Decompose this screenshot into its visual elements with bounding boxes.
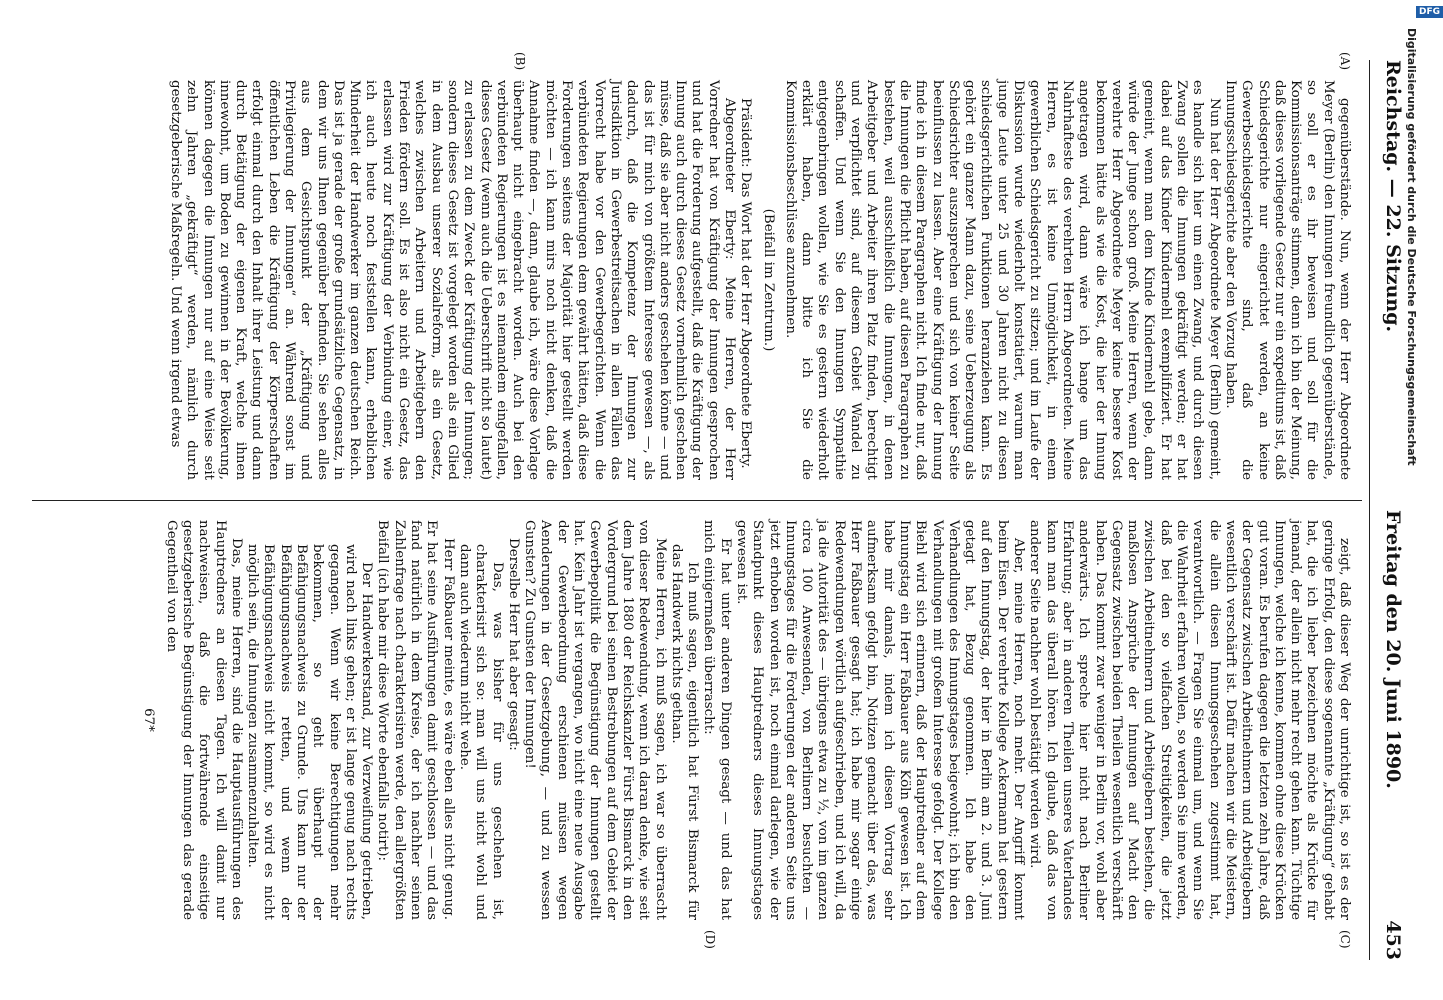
paragraph: Aber, meine Herren, noch mehr. Der Angriff kommt beim Eisen. Der verehrte Kollege Ackermann hat gestern auf den Innungstag, der hier in Berlin am 2. und 3. Juni getagt hat, Bezug genommen. Ich habe den Verhandlungen des Innungstages beigewohnt; ich bin den Verhandlungen mit großem Interesse gefolgt. Der Kollege Biehl wird sich erinnern, daß der Hauptredner auf dem Innungstag ein Herr Faßbauer aus Köln gewesen ist. Ich habe mir damals, indem ich diesen Vortrag sehr aufmerksam gefolgt bin, Notizen gemacht über das, was Herr Faßbauer gesagt hat; ich habe mir sogar einige Redewendungen wörtlich aufgeschrieben, und ich will, da ja die Autorität des — übrigens etwa zu ½, von im ganzen circa 100 Anwesenden, von Berlinern besuchten — Innungstages für die Forderungen der anderen Seite uns jetzt erhoben worden ist, noch einmal darlegen, wie der Standpunkt dieses Hauptredners dieses Innungstages gewesen ist. <box>734 520 1027 920</box>
quote: Das, was bisher für uns geschehen ist, charakterisirt sich so: man will uns nicht wohl und dann auch wiederum nicht wehe. <box>456 544 505 920</box>
marker-a: (A) <box>1338 52 1352 71</box>
marker-c: (C) <box>1338 930 1352 949</box>
dfg-logo: DFG <box>1416 6 1443 18</box>
paragraph: Nun hat der Herr Abgeordnete Meyer (Berlin) gemeint, es handle sich hier um einen Zwang, und durch diesen Zwang sollen die Innungen gekräftigt werden; er hat dabei auf das Kinder Kindermehl exemplifiziert. Er hat gemeint, wenn man dem Kinde Kindermehl gebe, dann würde der Junge schon groß. Meine Herren, wenn der verehrte Herr Abgeordnete Meyer keine bessere Kost bekommen hätte als wie die Kost, die hier der Innung angetragen wird, dann wäre ich bange um das Nahrhafteste des verehrten Herrn Abgeordneten. Meine Herren, es ist keine Unmöglichkeit, in einem gewerblichen Schiedsgericht zu sitzen; und im Laufe der Diskussion wurde wiederholt konstatiert, warum man junge Leute unter 25 und 30 Jahren nicht zu diesen schiedsgerichtlichen Funktionen heranziehen kann. Es gehört ein ganzer Mann dazu, seine Ueberzeugung als Schiedsrichter auszusprechen und sich von keiner Seite beeinflussen zu lassen. Aber eine Kräftigung der Innung finde ich in diesem Paragraphen nicht. Ich finde nur, daß die Innungen die Pflicht haben, auf diesen Paragraphen zu bestehen, weil ausschließlich die Innungen, in denen Arbeitgeber und Arbeiter ihren Platz finden, berechtigt und verpflichtet sind, auf diesem Gebiet Wandel zu schaffen. Und wenn Sie den Innungen Sympathie entgegenbringen wollen, wie Sie es gestern wiederholt erklärt haben, dann bitte ich Sie die Kommissionsbeschlüsse anzunehmen. <box>782 80 1222 480</box>
paragraph: Herr Faßbauer meinte, es wäre eben alles nicht genug. Er hat seine Ausführungen damit geschlossen — und das fand natürlich in dem Kreise, der ich nachher seinen Zahlenfrage nach charakterisiren werde, den allergrößten Beifall (ich habe mir diese Worte ebenfalls notirt): <box>375 520 456 920</box>
paragraph: Er hat unter anderen Dingen gesagt — und das hat mich einigermaßen überrascht: <box>701 520 733 920</box>
header-date: Freitag den 20. Juni 1890. <box>1382 510 1404 789</box>
quote: Der Handwerkerstand, zur Verzweiflung getrieben, wird nach links gehen; er ist lange genug nach rechts gegangen. Wenn wir keine Berechtigungen mehr bekommen, so geht überhaupt der Befähigungsnachweis zu Grunde. Uns kann nur der Befähigungsnachweis retten, und wenn der Befähigungsnachweis nicht kommt, so wird es nicht möglich sein, die Innungen zusammenzuhalten. <box>245 544 375 920</box>
left-column <box>167 80 1352 480</box>
header-left: Reichstag. — 22. Sitzung. <box>1382 60 1404 333</box>
paragraph: zeigt, daß dieser Weg der unrichtige ist, so ist es der geringe Erfolg, den diese sogenannte „Kräftigung“ gehabt hat, die ich lieber bezeichnen möchte als Krücke für jemand, der allein nicht mehr recht gehen kann. Tüchtige Innungen, welche ich kenne, kommen ohne diese Krücken gut voran. Es berufen dagegen die letzten zehn Jahre, daß der Gegensatz zwischen Arbeitnehmern und Arbeitgebern wesentlich verschärft ist. Dafür machen wir die Meistern, die allein diesen Innungsgeschehen zugestimmt hat, verantwortlich. — Fragen Sie einmal um, und wenn Sie die Wahrheit erfahren wollen, so werden Sie inne werden, daß bei den so vielfachen Streitigkeiten, die jetzt zwischen Arbeitnehmern und Arbeitgebern bestehen, die maßlosen Ansprüche der Innungen auf Macht den Gegensatz zwischen beiden Theilen wesentlich verschärft haben. Das kommt zwar weniger in Berlin vor, wohl aber anderwärts. Ich spreche hier nicht nach Berliner Erfahrung; aber in anderen Theilen unseres Vaterlandes kann man das überall hören. Ich glaube, daß das von anderer Seite nachher wohl bestätigt werden wird. <box>1027 520 1352 920</box>
dfg-notice: Digitalisierung gefördert durch die Deutsche Forschungsgemeinschaft <box>1405 28 1418 466</box>
quote: Ich muß sagen, eigentlich hat Fürst Bismarck für das Handwerk nichts gethan. <box>668 544 701 920</box>
paragraph: gegenüberstände. Nun, wenn der Herr Abgeordnete Meyer (Berlin) den Innungen freundlich gegenüberstände, so soll er es ihr beweisen und soll für die Kommissionsanträge stimmen, denn ich bin der Meinung, daß dieses vorliegende Gesetz nur ein expeditums ist, daß Schiedsgerichte nur eingerichtet werden, an keine Gewerbeschiedsgerichte sind, daß die Innungsschiedsgerichte aber den Vorzug haben. <box>1222 80 1352 480</box>
marker-d: (D) <box>703 930 717 949</box>
paragraph: Abgeordneter Eberty: Meine Herren, der Herr Vorredner hat von Kräftigung der Innungen gesprochen und hat die Forderung aufgestellt, daß die Kräftigung der Innung auch durch dieses Gesetz vornehmlich geschehen müsse, daß sie aber nicht anders geschehen könne — und das ist für mich von größtem Interesse gewesen —, als dadurch, daß die Kompetenz der Innungen zur Jurisdiktion in Gewerbestreitsachen in allen Fällen das Vorrecht habe vor den Gewerbegerichten. Wenn die verbündeten Regierungen dem gewährt hätten, daß diese Forderungen seitens der Majorität hier gestellt werden möchten — ich kann mirs noch nicht denken, daß die Annahme finden —, dann, glaube ich, wäre diese Vorlage überhaupt nicht eingebracht worden. Auch bei den verbündeten Regierungen ist es niemandem eingefallen, dieses Gesetz (wenn auch die Ueberschrift nicht so lautet) zu erlassen zu dem Zweck der Kräftigung der Innungen; sondern dieses Gesetz ist vorgelegt worden als ein Glied in dem Ausbau unserer Sozialreform, als ein Gesetz, welches zwischen Arbeitern und Arbeitgebern den Frieden fördern soll. Es ist also nicht ein Gesetz, das erlassen wird zur Kräftigung der Verbindung einer, wie ich auch heute noch feststellen kann, erheblichen Minderheit der Handwerker im ganzen deutschen Reich. Das ist ja gerade der große grundsätzliche Gegensatz, in dem wir uns Ihnen gegenüber befinden. Sie sehen alles aus dem Gesichtspunkt der „Kräftigung und Privilegierung der Innungen“ an. Während sonst im öffentlichen Leben die Kräftigung der Körperschaften erfolgt einmal durch den Inhalt ihrer Leistung und dann durch Betätigung der eigenen Kraft, welche ihnen innewohnt, um Boden zu gewinnen in der Bevölkerung, können dagegen die Innungen nur auf eine Weise seit zehn Jahren „gekräftigt“ werden, nämlich durch gesetzgeberische Maßregeln. Und wenn irgend etwas <box>167 80 738 480</box>
applause-note: (Beifall im Zentrum.) <box>760 208 776 352</box>
paragraph: Meine Herren, ich muß sagen, ich war so überrascht von dieser Redewendung, wenn ich daran denke, wie seit dem Jahre 1880 der Reichskanzler Fürst Bismarck in den Vordergrund bei seinen Bestrebungen auf dem Gebiet der Gewerbepolitik die Begünstigung der Innungen gestellt hat. Kein Jahr ist vergangen, wo nicht eine neue Ausgabe der Gewerbeordnung erschienen müssen wegen Aenderungen in der Gesetzgebung, — und zu wessen Gunsten? Zu Gunsten der Innungen! <box>522 520 668 920</box>
header-rule <box>1369 60 1370 960</box>
president-line: Präsident: Das Wort hat der Herr Abgeordnete Eberty. <box>738 98 754 469</box>
page-header <box>1364 60 1404 960</box>
column-divider <box>32 500 1362 501</box>
signature-mark: 67* <box>141 708 157 732</box>
paragraph: Derselbe Herr hat aber gesagt: <box>505 538 521 751</box>
right-column <box>134 520 1352 920</box>
marker-b: (B) <box>513 52 527 71</box>
paragraph: Das, meine Herren, sind die Hauptausführungen des Hauptredners an diesen Tagen. Ich will damit nur nachweisen, daß die fortwährende einseitige gesetzgeberische Begünstigung der Innungen das gerade Gegentheil von den <box>163 520 244 920</box>
page-number: 453 <box>1382 920 1404 960</box>
